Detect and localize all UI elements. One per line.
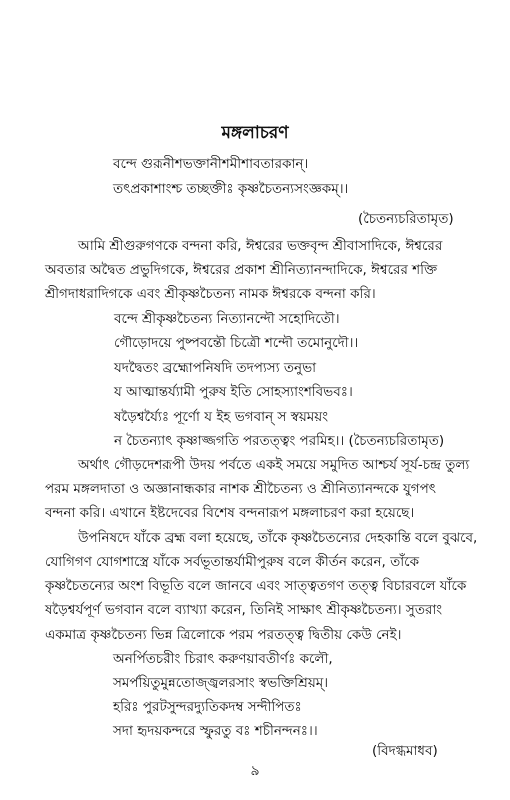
verse-line: গৌড়োদয়ে পুষ্পবন্তৌ চিত্রৌ শন্দৌ তমোনুদৌ।। [114, 335, 359, 351]
verse-line: সমর্পয়িতুমুন্নতোজ্জ্বলরসাং স্বভক্তিশ্রিয়ম্। [113, 675, 329, 691]
paragraph-line: অর্থাৎ গৌড়দেশরূপী উদয় পর্বতে একই সময়ে সমুদিত আশ্চর্য সূর্য-চন্দ্র তুল্য [78, 457, 470, 473]
verse-line: বন্দে শ্রীকৃষ্ণচৈতন্য নিত্যানন্দৌ সহোদিতৌ। [114, 311, 340, 327]
paragraph-line: উপনিষদে যাঁকে ব্রহ্ম বলা হয়েছে, তাঁকে কৃষ্ণচৈতন্যের দেহকান্তি বলে বুঝবে, [78, 530, 478, 546]
paragraph-line: শ্রীগদাধরাদিগকে এবং শ্রীকৃষ্ণচৈতন্য নামক ঈশ্বরকে বন্দনা করি। [45, 286, 376, 302]
verse-line: যদদ্বৈতং ব্রহ্মোপনিষদি তদপ্যস্য তনুভা [114, 360, 317, 376]
verse-line: হরিঃ পুরটসুন্দরদ্যুতিকদম্ব সন্দীপিতঃ [113, 699, 302, 715]
verse-line: সদা হৃদয়কন্দরে স্ফুরতু বঃ শচীনন্দনঃ।। [113, 723, 318, 739]
verse-line: ষড়ৈশ্বর্য্যৈঃ পূর্ণো য ইহ ভগবান্ স স্বয়ময়ং [114, 409, 329, 425]
verse-line: বন্দে গুরূনীশভক্তানীশমীশাবতারকান্। [113, 156, 309, 172]
paragraph-line: যোগিগণ যোগশাস্ত্রে যাঁকে সর্বভূতান্তর্যামীপুরুষ বলে কীর্তন করেন, তাঁকে [45, 554, 420, 570]
verse-line: য আত্মান্তর্য্যামী পুরুষ ইতি সোহস্যাংশবিভবঃ। [114, 384, 353, 400]
paragraph-line: পরম মঙ্গলদাতা ও অজ্ঞানান্ধকার নাশক শ্রীচৈতন্য ও শ্রীনিত্যানন্দকে যুগপৎ [45, 481, 437, 497]
paragraph-line: আমি শ্রীগুরুগণকে বন্দনা করি, ঈশ্বরের ভক্তবৃন্দ শ্রীবাসাদিকে, ঈশ্বরের [78, 238, 443, 254]
source-citation: (চৈতন্যচরিতামৃত) [358, 211, 454, 227]
page-title: মঙ্গলাচরণ [221, 123, 289, 143]
verse-line: অনর্পিতচরীং চিরাৎ করুণয়াবতীর্ণঃ কলৌ, [113, 651, 333, 667]
source-citation: (বিদগ্ধমাধব) [372, 743, 438, 759]
paragraph-line: ষড়ৈশ্বর্যপূর্ণ ভগবান বলে ব্যাখ্যা করেন, তিনিই সাক্ষাৎ শ্রীকৃষ্ণচৈতন্য। সুতরাং [45, 602, 443, 618]
paragraph-line: বন্দনা করি। এখানে ইষ্টদেবের বিশেষ বন্দনারূপ মঙ্গলাচরণ করা হয়েছে। [45, 505, 415, 521]
paragraph-line: একমাত্র কৃষ্ণচৈতন্য ভিন্ন ত্রিলোকে পরম পরতত্ত্ব দ্বিতীয় কেউ নেই। [45, 627, 402, 643]
paragraph-line: কৃষ্ণচৈতন্যের অংশ বিভূতি বলে জানবে এবং সাত্ত্বতগণ তত্ত্ব বিচারবলে যাঁকে [45, 578, 467, 594]
paragraph-line: অবতার অদ্বৈত প্রভুদিগকে, ঈশ্বরের প্রকাশ শ্রীনিত্যানন্দাদিকে, ঈশ্বরের শক্তি [45, 262, 438, 278]
page-number: ৯ [250, 763, 260, 779]
verse-line: তৎপ্রকাশাংশ্চ তচ্ছক্তীঃ কৃষ্ণচৈতন্যসংজ্ঞকম্।। [113, 181, 349, 197]
verse-line: ন চৈতন্যাৎ কৃষ্ণাজ্জগতি পরতত্ত্বং পরমিহ।। (চৈতন্যচরিতামৃত) [114, 433, 445, 449]
